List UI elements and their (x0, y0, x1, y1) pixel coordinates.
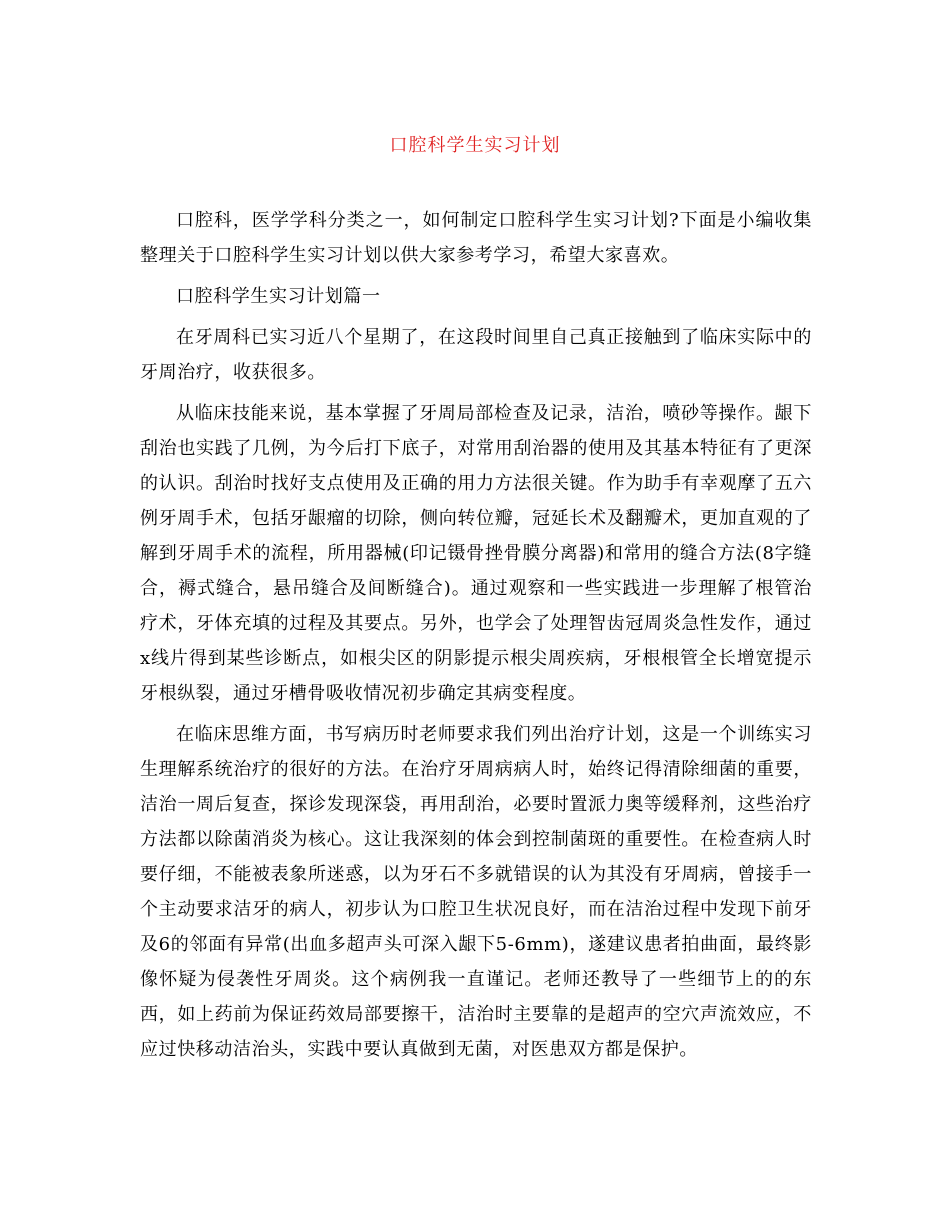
intro-paragraph: 口腔科，医学学科分类之一，如何制定口腔科学生实习计划?下面是小编收集整理关于口腔科学生实习计划以供大家参考学习，希望大家喜欢。 (140, 210, 812, 266)
document-body (140, 203, 812, 1073)
body-paragraph: 在牙周科已实习近八个星期了，在这段时间里自己真正接触到了临床实际中的牙周治疗，收获很多。 (140, 327, 812, 383)
body-paragraph: 从临床技能来说，基本掌握了牙周局部检查及记录，洁治，喷砂等操作。龈下刮治也实践了几例，为今后打下底子，对常用刮治器的使用及其基本特征有了更深的认识。刮治时找好支点使用及正确的用力方法很关键。作为助手有幸观摩了五六例牙周手术，包括牙龈瘤的切除，侧向转位瓣，冠延长术及翻瓣术，更加直观的了解到牙周手术的流程，所用器械(印记镊骨挫骨膜分离器)和常用的缝合方法(8字缝合，褥式缝合，悬吊缝合及间断缝合)。通过观察和一些实践进一步理解了根管治疗术，牙体充填的过程及其要点。另外，也学会了处理智齿冠周炎急性发作，通过x线片得到某些诊断点，如根尖区的阴影提示根尖周疾病，牙根根管全长增宽提示牙根纵裂，通过牙槽骨吸收情况初步确定其病变程度。 (140, 403, 812, 704)
body-paragraph: 在临床思维方面，书写病历时老师要求我们列出治疗计划，这是一个训练实习生理解系统治疗的很好的方法。在治疗牙周病病人时，始终记得清除细菌的重要，洁治一周后复查，探诊发现深袋，再用刮治，必要时置派力奥等缓释剂，这些治疗方法都以除菌消炎为核心。这让我深刻的体会到控制菌斑的重要性。在检查病人时要仔细，不能被表象所迷惑，以为牙石不多就错误的认为其没有牙周病，曾接手一个主动要求洁牙的病人，初步认为口腔卫生状况良好，而在洁治过程中发现下前牙及6的邻面有异常(出血多超声头可深入龈下5-6mm)，遂建议患者拍曲面，最终影像怀疑为侵袭性牙周炎。这个病例我一直谨记。老师还教导了一些细节上的的东西，如上药前为保证药效局部要擦干，洁治时主要靠的是超声的空穴声流效应，不应过快移动洁治头，实践中要认真做到无菌，对医患双方都是保护。 (140, 724, 812, 1060)
document-title: 口腔科学生实习计划 (389, 135, 561, 156)
section-heading: 口腔科学生实习计划篇一 (176, 286, 381, 307)
